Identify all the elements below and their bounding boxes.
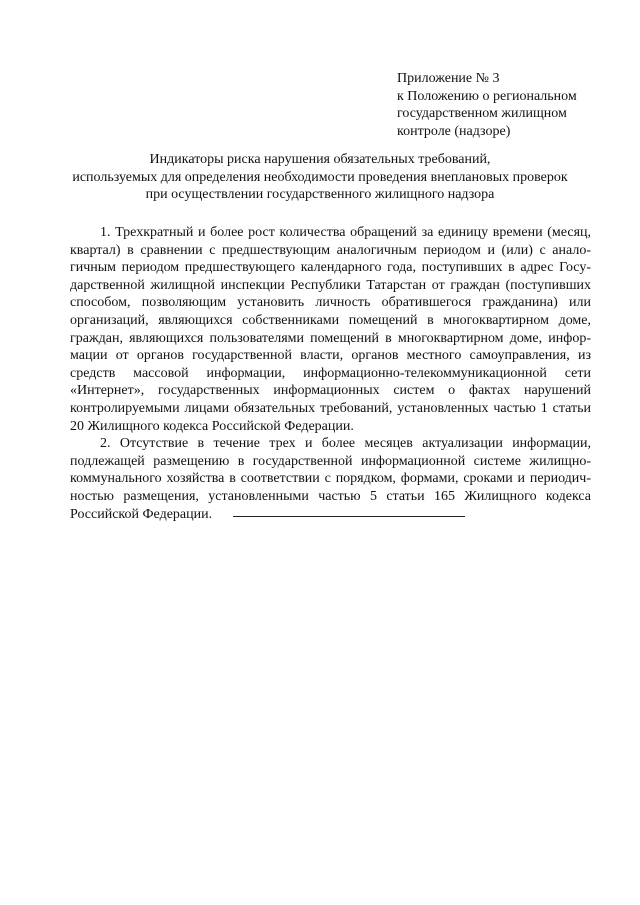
appendix-header xyxy=(397,70,617,140)
document-body xyxy=(70,224,591,523)
end-divider xyxy=(233,516,465,517)
title-line: используемых для определения необходимости проведения внеплановых проверок xyxy=(72,169,568,185)
paragraph-1: 1. Трехкратный и более рост количества обращений за единицу времени (месяц, квартал) в сравнении с предшествующим аналогичным периодом и (или) с аналогичным периодом предшествующего календарного года, поступивших в адрес Государственной жилищной инспекции Республики Татарстан от граждан (поступивших способом, позволяющим установить личность обратившегося гражданина) или организаций, являющихся собственниками помещений в многоквартирном доме, граждан, являющихся пользователями помещений в многоквартирном доме, информации от органов государственной власти, органов местного самоуправления, из средств массовой информации, информационно-телекоммуникационной сети «Интернет», государственных информационных систем о фактах нарушений контролируемыми лицами обязательных требований, установленных частью 1 статьи 20 Жилищного кодекса Российской Федерации. xyxy=(70,225,591,434)
document-title xyxy=(60,151,580,204)
title-line: Индикаторы риска нарушения обязательных требований, xyxy=(149,152,491,167)
appendix-line: к Положению о региональном xyxy=(397,88,577,104)
appendix-line: контроле (надзоре) xyxy=(397,123,511,139)
paragraph-2: 2. Отсутствие в течение трех и более месяцев актуализации информации, подлежащей размещению в государственной информационной системе жилищно-коммунального хозяйства в соответствии с порядком, формами, сроками и периодичностью размещения, установленными частью 5 статьи 165 Жилищного кодекса Российской Федерации. xyxy=(70,436,591,522)
title-line: при осуществлении государственного жилищного надзора xyxy=(145,187,495,202)
appendix-line: Приложение № 3 xyxy=(397,71,500,86)
appendix-line: государственном жилищном xyxy=(397,106,567,121)
